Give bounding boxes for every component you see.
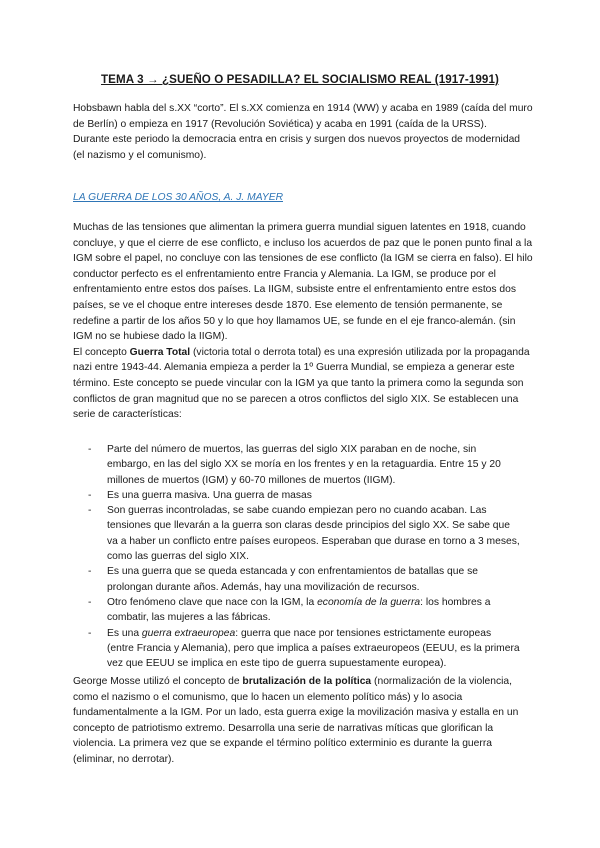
list-item bbox=[88, 564, 520, 595]
text-run: : los hombres a combatir, las mujeres a las fábricas. bbox=[107, 596, 491, 624]
list-item bbox=[88, 595, 520, 626]
intro-block bbox=[73, 101, 533, 163]
section-title-link[interactable]: LA GUERRA DE LOS 30 AÑOS, A. J. MAYER bbox=[73, 192, 283, 203]
list-item-text: Es una guerra que se queda estancada y con enfrentamientos de batallas que se prolongan durante años. Además, hay una movilización de recursos. bbox=[107, 566, 478, 593]
text-run: : guerra que nace por tensiones estrictamente europeas (entre Francia y Alemania), pero que implica a países extraeuropeos (EEUU, es la primera vez que EEUU se implica en este tipo de guerra supuestamente europea). bbox=[107, 627, 520, 670]
list-item bbox=[88, 442, 520, 488]
list-item-text: Parte del número de muertos, las guerras del siglo XIX paraban en de noche, sin embargo, en las del siglo XX se moría en los frentes y en la retaguardia. Entre 15 y 20 millones de muertos (IGM) y 60-70 millones de muertos (IIGM). bbox=[107, 444, 501, 486]
text-run: Es una bbox=[107, 627, 142, 639]
paragraph-tensions: Muchas de las tensiones que alimentan la primera guerra mundial siguen latentes en 1918, cuando concluye, y que el cierre de ese conflicto, e incluso los acuerdos de paz que le ponen punto final a la IGM sobre el papel, no concluye con las tensiones de ese conflicto (la IGM se cierra en falso). El hilo conductor perfecto es el enfrentamiento entre Francia y Alemania. La IGM, se produce por el enfrentamiento entre estos dos países. La IIGM, subsiste entre el enfrentamiento entre estos dos países, se ve el choque entre intereses desde 1870. Ese elemento de tensión permanente, se redefine a partir de los años 50 y lo que hoy llamamos UE, se funde en el eje franco-alemán. (sin IGM no se hubiese dado la IIGM). bbox=[73, 222, 533, 343]
text-run: El concepto bbox=[73, 346, 130, 358]
mosse-block bbox=[73, 674, 533, 768]
text-run: George Mosse utilizó el concepto de bbox=[73, 676, 243, 687]
intro-paragraph-2: Durante este periodo la democracia entra en crisis y surgen dos nuevos proyectos de modernidad (el nazismo y el comunismo). bbox=[73, 134, 521, 161]
page-title: TEMA 3 → ¿SUEÑO O PESADILLA? EL SOCIALISMO REAL (1917-1991) bbox=[100, 73, 499, 86]
list-item bbox=[88, 626, 520, 672]
text-run: Otro fenómeno clave que nace con la IGM, la bbox=[107, 596, 318, 608]
intro-paragraph-1: Hobsbawn habla del s.XX “corto”. El s.XX comienza en 1914 (WW) y acaba en 1989 (caída del muro de Berlín) o empieza en 1917 (Revolución Soviética) y acaba en 1991 (caída de la URSS). bbox=[73, 103, 533, 130]
term-brutalizacion: brutalización de la política bbox=[242, 676, 372, 687]
term-guerra-extraeuropea: guerra extraeuropea bbox=[141, 627, 236, 639]
text-run: (normalización de la violencia, como el nazismo o el comunismo, que lo hacen un elemento político más) y lo asocia fundamentalmente a la IGM. Por un lado, esta guerra exige la movilización masiva y estalla en un concepto de patriotismo extremo. Desarrolla una serie de narrativas míticas que glorifican la violencia. La primera vez que se expande el término político exterminio es durante la guerra (eliminar, no derrotar). bbox=[73, 676, 519, 765]
paragraph-brutalizacion bbox=[73, 674, 533, 768]
term-guerra-total: Guerra Total bbox=[129, 346, 191, 358]
list-item bbox=[88, 488, 520, 503]
body-block bbox=[73, 220, 533, 423]
list-item-text: Son guerras incontroladas, se sabe cuando empiezan pero no cuando acaban. Las tensiones que llevarán a la guerra son claras desde principios del siglo XX. Se sabe que va a haber un conflicto entre países europeos. Esperaban que durase en torno a 3 meses, como las guerras del siglo XIX. bbox=[107, 505, 520, 563]
characteristics-list bbox=[88, 442, 520, 671]
list-item-text: Es una guerra masiva. Una guerra de masas bbox=[107, 489, 312, 501]
list-item bbox=[88, 503, 520, 564]
paragraph-guerra-total bbox=[73, 345, 533, 423]
text-run: (victoria total o derrota total) es una expresión utilizada por la propaganda nazi entre 1943-44. Alemania empieza a perder la 1º Guerra Mundial, se empieza a generar este término. Este concepto se puede vincular con la IGM ya que tanto la primera como la segunda son conflictos de gran magnitud que no se parecen a otros conflictos del siglo XIX. Se establecen una serie de características: bbox=[73, 346, 530, 421]
term-economia-guerra: economía de la guerra bbox=[317, 596, 421, 608]
